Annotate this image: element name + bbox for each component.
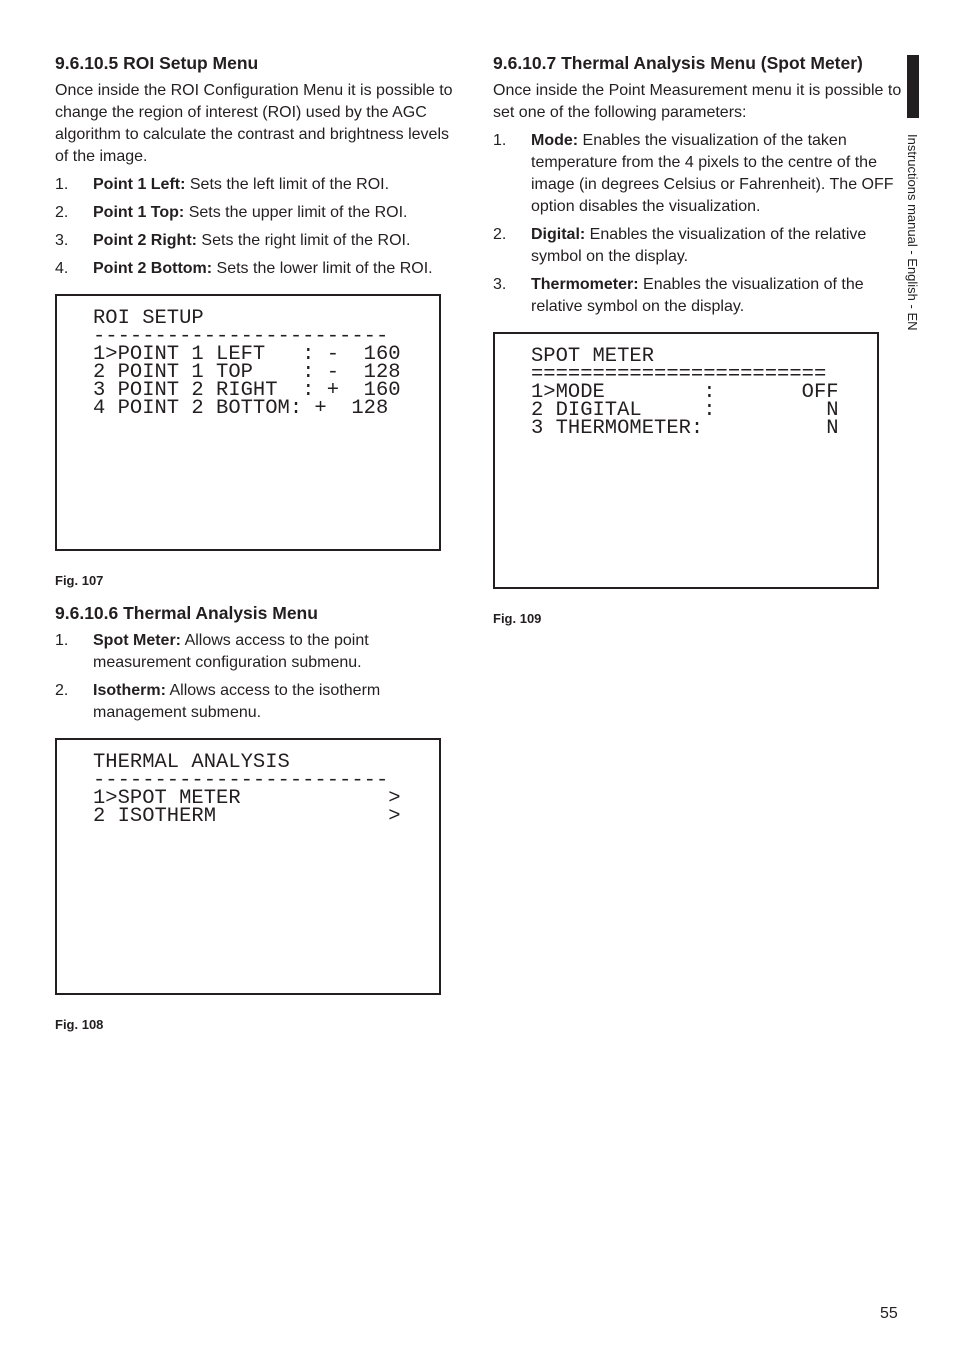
item-number: 1. bbox=[55, 176, 69, 193]
thermal-analysis-screen bbox=[55, 738, 441, 995]
figure-caption: Fig. 108 bbox=[55, 1017, 104, 1032]
thermal-analysis-heading: 9.6.10.6 Thermal Analysis Menu bbox=[55, 603, 318, 623]
list-item bbox=[55, 258, 455, 280]
item-term: Point 1 Left: bbox=[93, 176, 186, 193]
spot-meter-screen bbox=[493, 332, 879, 589]
item-term: Point 2 Right: bbox=[93, 232, 197, 249]
item-description: Sets the left limit of the ROI. bbox=[185, 176, 390, 193]
item-number: 3. bbox=[55, 232, 69, 249]
roi-setup-heading: 9.6.10.5 ROI Setup Menu bbox=[55, 53, 259, 73]
thermal-analysis-list bbox=[55, 630, 455, 724]
list-item bbox=[493, 130, 903, 218]
list-item bbox=[55, 630, 455, 674]
list-item bbox=[55, 174, 455, 196]
list-item bbox=[55, 202, 455, 224]
screen-line: 1>MODE : OFF bbox=[531, 381, 839, 404]
item-term: Digital: bbox=[531, 226, 586, 243]
item-number: 4. bbox=[55, 260, 69, 277]
item-description: Sets the upper limit of the ROI. bbox=[184, 204, 408, 221]
item-number: 1. bbox=[493, 132, 507, 149]
item-term: Mode: bbox=[531, 132, 579, 149]
screen-line: 1>SPOT METER > bbox=[93, 787, 401, 810]
item-description: Sets the lower limit of the ROI. bbox=[212, 260, 433, 277]
screen-line: 3 POINT 2 RIGHT : + 160 bbox=[93, 379, 401, 402]
screen-line: 2 ISOTHERM > bbox=[93, 805, 401, 828]
item-term: Point 1 Top: bbox=[93, 204, 185, 221]
item-description: Enables the visualization of the relative symbol on the display. bbox=[531, 276, 864, 315]
item-number: 2. bbox=[55, 682, 69, 699]
list-item bbox=[493, 274, 903, 318]
left-column bbox=[55, 52, 455, 1046]
item-number: 3. bbox=[493, 276, 507, 293]
list-item bbox=[493, 224, 903, 268]
item-number: 1. bbox=[55, 632, 69, 649]
item-term: Spot Meter: bbox=[93, 632, 181, 649]
item-term: Point 2 Bottom: bbox=[93, 260, 213, 277]
item-number: 2. bbox=[55, 204, 69, 221]
side-tab-label: Instructions manual - English - EN bbox=[905, 134, 920, 331]
item-description: Allows access to the point measurement configuration submenu. bbox=[93, 632, 369, 671]
side-tab-marker bbox=[907, 55, 919, 118]
list-item bbox=[55, 680, 455, 724]
screen-line: 2 DIGITAL : N bbox=[531, 399, 839, 422]
figure-caption: Fig. 109 bbox=[493, 611, 542, 626]
roi-setup-screen bbox=[55, 294, 441, 551]
screen-line: ======================== bbox=[531, 363, 827, 386]
screen-line: 4 POINT 2 BOTTOM: + 128 bbox=[93, 397, 389, 420]
list-item bbox=[55, 230, 455, 252]
screen-line: 2 POINT 1 TOP : - 128 bbox=[93, 361, 401, 384]
roi-setup-list bbox=[55, 174, 455, 280]
right-column bbox=[493, 52, 903, 640]
item-term: Isotherm: bbox=[93, 682, 166, 699]
item-description: Enables the visualization of the relative symbol on the display. bbox=[531, 226, 867, 265]
spot-meter-list bbox=[493, 130, 903, 318]
screen-line: 1>POINT 1 LEFT : - 160 bbox=[93, 343, 401, 366]
item-term: Thermometer: bbox=[531, 276, 639, 293]
figure-caption: Fig. 107 bbox=[55, 573, 104, 588]
spot-meter-intro: Once inside the Point Measurement menu it is possible to set one of the following parameters: bbox=[493, 82, 902, 121]
screen-line: THERMAL ANALYSIS bbox=[93, 751, 290, 774]
item-description: Sets the right limit of the ROI. bbox=[196, 232, 411, 249]
item-description: Allows access to the isotherm management submenu. bbox=[93, 682, 381, 721]
item-number: 2. bbox=[493, 226, 507, 243]
item-description: Enables the visualization of the taken temperature from the 4 pixels to the centre of the image (in degrees Celsius or Fahrenheit). The OFF option disables the visualization. bbox=[531, 132, 894, 215]
screen-line: ROI SETUP bbox=[93, 307, 204, 330]
page-number: 55 bbox=[880, 1305, 898, 1322]
screen-line: ------------------------ bbox=[93, 325, 389, 348]
spot-meter-heading: 9.6.10.7 Thermal Analysis Menu (Spot Meter) bbox=[493, 53, 863, 73]
roi-setup-intro: Once inside the ROI Configuration Menu it is possible to change the region of interest (ROI) used by the AGC algorithm to calculate the contrast and brightness levels of the image. bbox=[55, 82, 453, 165]
screen-line: 3 THERMOMETER: N bbox=[531, 417, 839, 440]
screen-line: SPOT METER bbox=[531, 345, 655, 368]
screen-line: ------------------------ bbox=[93, 769, 389, 792]
